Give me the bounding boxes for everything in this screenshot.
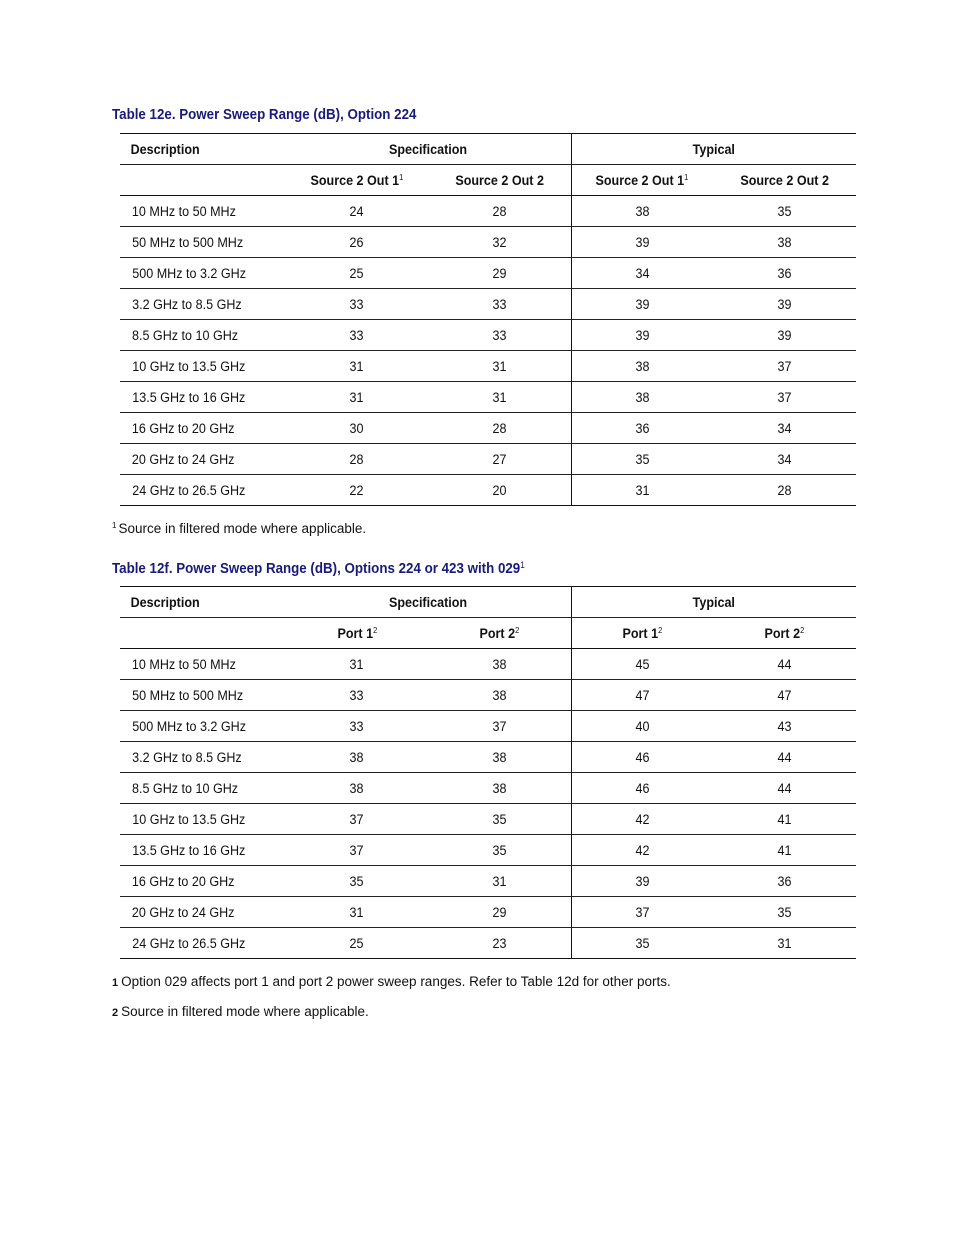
row-description-cell: 10 MHz to 50 MHz	[120, 649, 286, 680]
value-cell: 42	[571, 804, 713, 835]
row-description-cell: 50 MHz to 500 MHz	[120, 680, 286, 711]
value-cell: 33	[286, 711, 428, 742]
value-cell: 34	[571, 258, 713, 289]
value-cell: 41	[713, 804, 856, 835]
table-row	[120, 475, 856, 506]
value-cell: 41	[713, 835, 856, 866]
table-e-specification-header: Specification	[286, 134, 571, 165]
table-row	[120, 320, 856, 351]
table-e-footnote-1: $^1$ Source in filtered mode where applicable.	[112, 521, 367, 536]
value-cell: 33	[428, 289, 571, 320]
table-f-subheader: Port $1^2$	[571, 618, 713, 649]
table-f-subheader: Port $1^2$	[286, 618, 428, 649]
value-cell: 36	[713, 866, 856, 897]
table-e-subheader: Source 2 Out 2	[713, 165, 856, 196]
value-cell: 33	[286, 289, 428, 320]
value-cell: 38	[713, 227, 856, 258]
value-cell: 24	[286, 196, 428, 227]
value-cell: 34	[713, 444, 856, 475]
table-row	[120, 413, 856, 444]
table-e-subheader: Source 2 Out $1^1$	[571, 165, 713, 196]
row-description-cell: 3.2 GHz to 8.5 GHz	[120, 742, 286, 773]
row-description-cell: 20 GHz to 24 GHz	[120, 897, 286, 928]
value-cell: 46	[571, 742, 713, 773]
table-row	[120, 680, 856, 711]
value-cell: 44	[713, 742, 856, 773]
table-row	[120, 835, 856, 866]
row-description-cell: 8.5 GHz to 10 GHz	[120, 773, 286, 804]
value-cell: 28	[286, 444, 428, 475]
table-f-footnote-2: 2 Source in filtered mode where applicable.	[112, 1004, 369, 1019]
value-cell: 44	[713, 773, 856, 804]
value-cell: 25	[286, 258, 428, 289]
row-description-cell: 16 GHz to 20 GHz	[120, 866, 286, 897]
value-cell: 31	[428, 382, 571, 413]
table-f-caption: Table 12f. Power Sweep Range (dB), Options 224 or 423 with $029^1$	[112, 560, 525, 577]
value-cell: 31	[428, 351, 571, 382]
table-row	[120, 227, 856, 258]
table-e-header-row	[120, 134, 856, 165]
value-cell: 20	[428, 475, 571, 506]
value-cell: 43	[713, 711, 856, 742]
value-cell: 39	[713, 320, 856, 351]
table-row	[120, 649, 856, 680]
row-description-cell: 13.5 GHz to 16 GHz	[120, 382, 286, 413]
value-cell: 38	[571, 351, 713, 382]
value-cell: 33	[428, 320, 571, 351]
value-cell: 31	[713, 928, 856, 959]
table-row	[120, 711, 856, 742]
value-cell: 39	[571, 320, 713, 351]
table-f	[120, 586, 856, 959]
row-description-cell: 24 GHz to 26.5 GHz	[120, 928, 286, 959]
table-e-caption	[112, 107, 416, 123]
table-f-subheader-empty	[120, 618, 286, 649]
table-f-subheader: Port $2^2$	[713, 618, 856, 649]
value-cell: 37	[286, 804, 428, 835]
table-f-subheader: Port $2^2$	[428, 618, 571, 649]
value-cell: 44	[713, 649, 856, 680]
value-cell: 36	[713, 258, 856, 289]
table-row	[120, 742, 856, 773]
row-description-cell: 20 GHz to 24 GHz	[120, 444, 286, 475]
table-e-subheader: Source 2 Out 2	[428, 165, 571, 196]
value-cell: 46	[571, 773, 713, 804]
table-e-subheader-row	[120, 165, 856, 196]
value-cell: 38	[571, 382, 713, 413]
table-f-specification-header: Specification	[286, 587, 571, 618]
value-cell: 33	[286, 680, 428, 711]
table-row	[120, 804, 856, 835]
row-description-cell: 500 MHz to 3.2 GHz	[120, 258, 286, 289]
value-cell: 38	[428, 773, 571, 804]
value-cell: 28	[428, 196, 571, 227]
row-description-cell: 8.5 GHz to 10 GHz	[120, 320, 286, 351]
value-cell: 27	[428, 444, 571, 475]
value-cell: 38	[428, 742, 571, 773]
row-description-cell: 10 GHz to 13.5 GHz	[120, 351, 286, 382]
value-cell: 35	[713, 897, 856, 928]
table-f-header-row	[120, 587, 856, 618]
row-description-cell: 16 GHz to 20 GHz	[120, 413, 286, 444]
value-cell: 35	[713, 196, 856, 227]
value-cell: 40	[571, 711, 713, 742]
value-cell: 31	[286, 649, 428, 680]
value-cell: 28	[713, 475, 856, 506]
value-cell: 30	[286, 413, 428, 444]
value-cell: 22	[286, 475, 428, 506]
table-row	[120, 773, 856, 804]
value-cell: 31	[428, 866, 571, 897]
value-cell: 38	[286, 773, 428, 804]
value-cell: 35	[286, 866, 428, 897]
value-cell: 39	[571, 289, 713, 320]
value-cell: 26	[286, 227, 428, 258]
value-cell: 35	[428, 804, 571, 835]
value-cell: 39	[571, 866, 713, 897]
table-f-footnote-1: 1 Option 029 affects port 1 and port 2 power sweep ranges. Refer to Table 12d for other ports.	[112, 974, 671, 989]
table-row	[120, 196, 856, 227]
table-row	[120, 289, 856, 320]
value-cell: 42	[571, 835, 713, 866]
table-e-subheader-empty	[120, 165, 286, 196]
table-row	[120, 866, 856, 897]
value-cell: 31	[286, 351, 428, 382]
table-row	[120, 382, 856, 413]
value-cell: 35	[571, 444, 713, 475]
table-row	[120, 351, 856, 382]
table-e-caption-text: Table 12e. Power Sweep Range (dB), Option 224	[112, 107, 417, 123]
value-cell: 25	[286, 928, 428, 959]
row-description-cell: 10 GHz to 13.5 GHz	[120, 804, 286, 835]
value-cell: 38	[286, 742, 428, 773]
value-cell: 37	[713, 351, 856, 382]
table-f-typical-header: Typical	[571, 587, 856, 618]
value-cell: 39	[571, 227, 713, 258]
value-cell: 38	[428, 649, 571, 680]
row-description-cell: 13.5 GHz to 16 GHz	[120, 835, 286, 866]
value-cell: 37	[286, 835, 428, 866]
table-e	[120, 133, 856, 506]
value-cell: 29	[428, 258, 571, 289]
table-row	[120, 897, 856, 928]
table-e-description-header: Description	[120, 134, 286, 165]
value-cell: 33	[286, 320, 428, 351]
value-cell: 29	[428, 897, 571, 928]
value-cell: 35	[571, 928, 713, 959]
row-description-cell: 50 MHz to 500 MHz	[120, 227, 286, 258]
value-cell: 39	[713, 289, 856, 320]
value-cell: 37	[713, 382, 856, 413]
value-cell: 47	[713, 680, 856, 711]
value-cell: 28	[428, 413, 571, 444]
table-row	[120, 258, 856, 289]
value-cell: 35	[428, 835, 571, 866]
table-e-subheader: Source 2 Out $1^1$	[286, 165, 428, 196]
value-cell: 36	[571, 413, 713, 444]
value-cell: 31	[286, 382, 428, 413]
row-description-cell: 3.2 GHz to 8.5 GHz	[120, 289, 286, 320]
value-cell: 32	[428, 227, 571, 258]
value-cell: 37	[571, 897, 713, 928]
table-e-typical-header: Typical	[571, 134, 856, 165]
value-cell: 34	[713, 413, 856, 444]
value-cell: 45	[571, 649, 713, 680]
row-description-cell: 10 MHz to 50 MHz	[120, 196, 286, 227]
value-cell: 38	[428, 680, 571, 711]
value-cell: 37	[428, 711, 571, 742]
value-cell: 31	[286, 897, 428, 928]
table-f-description-header: Description	[120, 587, 286, 618]
row-description-cell: 500 MHz to 3.2 GHz	[120, 711, 286, 742]
value-cell: 38	[571, 196, 713, 227]
row-description-cell: 24 GHz to 26.5 GHz	[120, 475, 286, 506]
value-cell: 31	[571, 475, 713, 506]
table-row	[120, 444, 856, 475]
table-f-subheader-row	[120, 618, 856, 649]
value-cell: 23	[428, 928, 571, 959]
value-cell: 47	[571, 680, 713, 711]
table-row	[120, 928, 856, 959]
table-f-caption-text: Table 12f. Power Sweep Range (dB), Options 224 or 423 with 029	[112, 561, 521, 577]
